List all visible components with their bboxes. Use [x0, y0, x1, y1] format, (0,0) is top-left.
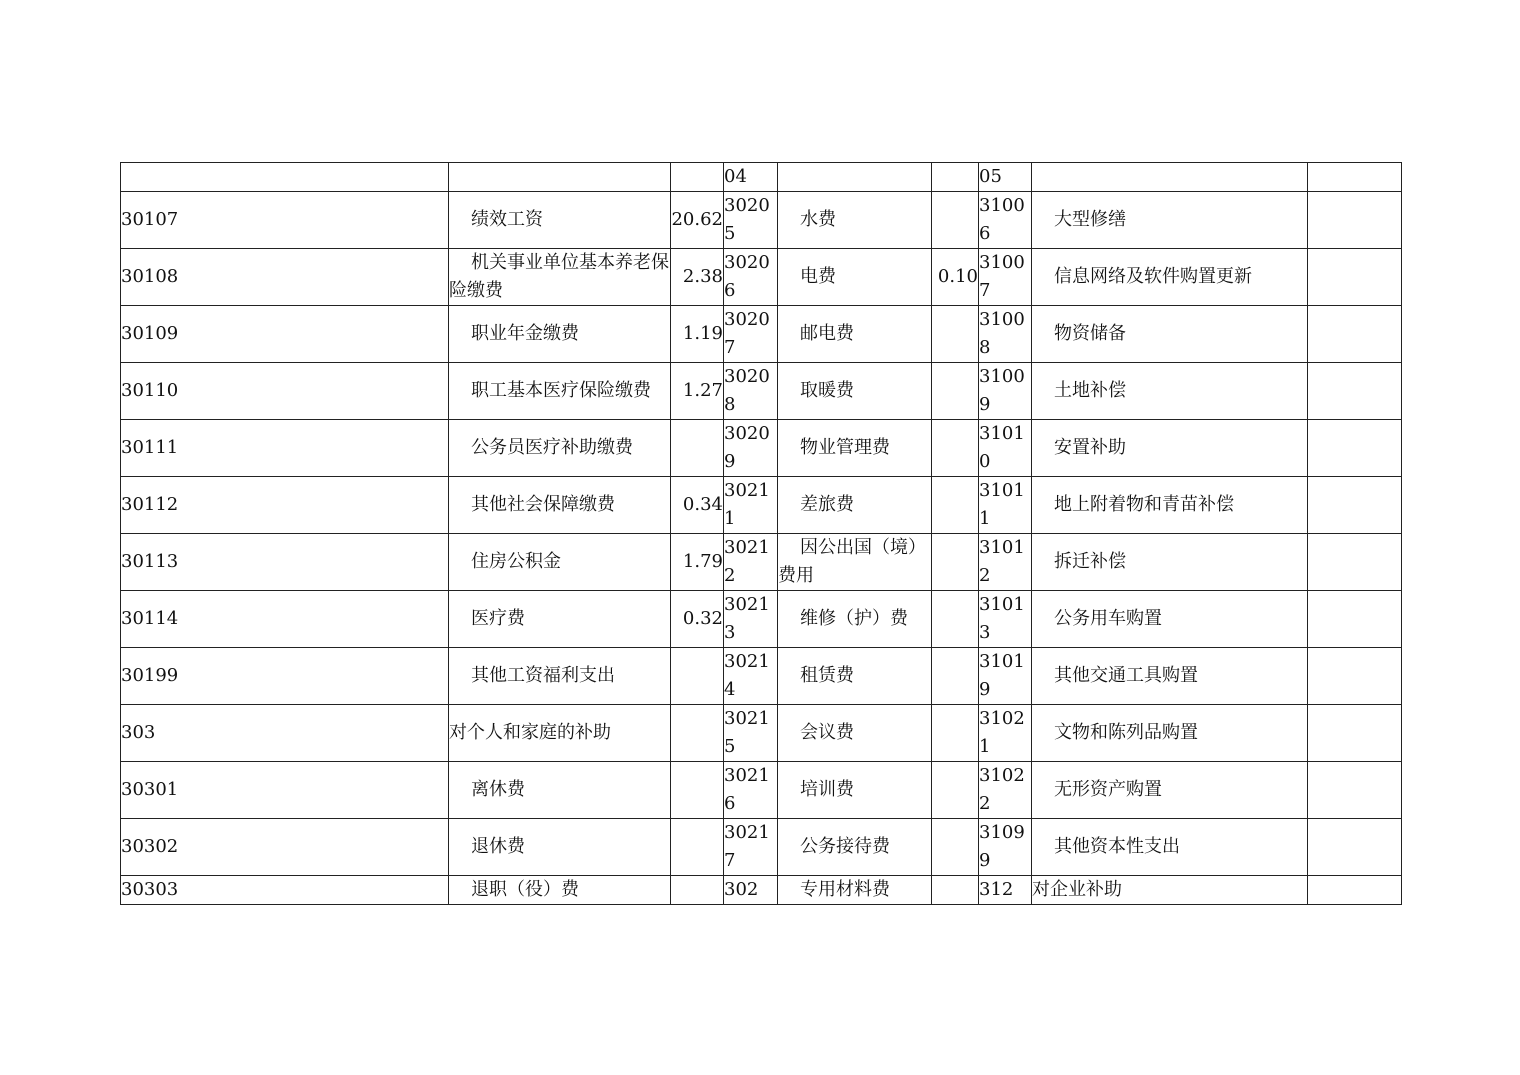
econ-name-2: 取暖费	[778, 363, 932, 420]
econ-code: 30112	[121, 477, 449, 534]
econ-code-3: 31019	[979, 648, 1032, 705]
econ-name-3: 物资储备	[1032, 306, 1308, 363]
econ-code-2: 302	[724, 876, 778, 905]
table-row	[121, 249, 1402, 306]
amount: 1.19	[671, 306, 724, 363]
table-row	[121, 648, 1402, 705]
amount	[671, 762, 724, 819]
econ-code	[121, 163, 449, 192]
econ-code: 303	[121, 705, 449, 762]
econ-name: 职业年金缴费	[449, 306, 671, 363]
econ-name-3	[1032, 163, 1308, 192]
econ-name-2: 维修（护）费	[778, 591, 932, 648]
econ-code-2: 04	[724, 163, 778, 192]
table-row	[121, 363, 1402, 420]
amount-2	[932, 819, 979, 876]
econ-name-3: 大型修缮	[1032, 192, 1308, 249]
econ-code-2: 30214	[724, 648, 778, 705]
table-row	[121, 306, 1402, 363]
econ-name-3: 拆迁补偿	[1032, 534, 1308, 591]
econ-name-2: 租赁费	[778, 648, 932, 705]
econ-code-3: 31099	[979, 819, 1032, 876]
econ-code-3: 312	[979, 876, 1032, 905]
amount-2	[932, 876, 979, 905]
econ-name-3: 无形资产购置	[1032, 762, 1308, 819]
amount-2	[932, 762, 979, 819]
amount-2	[932, 705, 979, 762]
econ-name-2: 差旅费	[778, 477, 932, 534]
econ-name: 其他工资福利支出	[449, 648, 671, 705]
econ-code: 30111	[121, 420, 449, 477]
econ-code: 30301	[121, 762, 449, 819]
econ-name-3: 地上附着物和青苗补偿	[1032, 477, 1308, 534]
amount-2	[932, 591, 979, 648]
econ-code-2: 30217	[724, 819, 778, 876]
table-row	[121, 192, 1402, 249]
econ-name-2: 培训费	[778, 762, 932, 819]
amount-3	[1308, 762, 1402, 819]
econ-name-2: 邮电费	[778, 306, 932, 363]
econ-code-3: 31013	[979, 591, 1032, 648]
econ-code-3: 05	[979, 163, 1032, 192]
econ-name: 其他社会保障缴费	[449, 477, 671, 534]
amount-3	[1308, 163, 1402, 192]
econ-name-2	[778, 163, 932, 192]
econ-name: 离休费	[449, 762, 671, 819]
table-row	[121, 591, 1402, 648]
amount-3	[1308, 477, 1402, 534]
econ-code-2: 30216	[724, 762, 778, 819]
econ-code-2: 30213	[724, 591, 778, 648]
budget-table	[120, 162, 1402, 905]
amount-3	[1308, 648, 1402, 705]
econ-name-2: 水费	[778, 192, 932, 249]
econ-code: 30302	[121, 819, 449, 876]
amount-2	[932, 477, 979, 534]
econ-code-2: 30211	[724, 477, 778, 534]
econ-name-3: 其他交通工具购置	[1032, 648, 1308, 705]
econ-code-3: 31009	[979, 363, 1032, 420]
amount	[671, 420, 724, 477]
econ-code-3: 31021	[979, 705, 1032, 762]
amount-3	[1308, 876, 1402, 905]
econ-code-2: 30206	[724, 249, 778, 306]
amount-3	[1308, 363, 1402, 420]
econ-code-3: 31010	[979, 420, 1032, 477]
amount-2	[932, 363, 979, 420]
econ-code-2: 30207	[724, 306, 778, 363]
table-row	[121, 163, 1402, 192]
amount: 0.32	[671, 591, 724, 648]
econ-code: 30107	[121, 192, 449, 249]
amount: 1.27	[671, 363, 724, 420]
amount: 2.38	[671, 249, 724, 306]
econ-name: 医疗费	[449, 591, 671, 648]
econ-name-2: 因公出国（境）费用	[778, 534, 932, 591]
econ-code-2: 30208	[724, 363, 778, 420]
amount-2: 0.10	[932, 249, 979, 306]
econ-name: 退职（役）费	[449, 876, 671, 905]
econ-name: 公务员医疗补助缴费	[449, 420, 671, 477]
econ-name: 职工基本医疗保险缴费	[449, 363, 671, 420]
amount	[671, 648, 724, 705]
econ-code-2: 30215	[724, 705, 778, 762]
econ-name-3: 公务用车购置	[1032, 591, 1308, 648]
amount: 0.34	[671, 477, 724, 534]
amount-3	[1308, 306, 1402, 363]
amount-3	[1308, 819, 1402, 876]
econ-code: 30303	[121, 876, 449, 905]
table-row	[121, 477, 1402, 534]
econ-name: 住房公积金	[449, 534, 671, 591]
econ-name: 对个人和家庭的补助	[449, 705, 671, 762]
econ-name-3: 其他资本性支出	[1032, 819, 1308, 876]
amount-3	[1308, 591, 1402, 648]
econ-code-2: 30212	[724, 534, 778, 591]
econ-code-3: 31012	[979, 534, 1032, 591]
econ-code-3: 31011	[979, 477, 1032, 534]
amount-3	[1308, 249, 1402, 306]
econ-name	[449, 163, 671, 192]
econ-name: 退休费	[449, 819, 671, 876]
amount	[671, 163, 724, 192]
amount	[671, 705, 724, 762]
table-row	[121, 876, 1402, 905]
econ-code-3: 31006	[979, 192, 1032, 249]
econ-name: 绩效工资	[449, 192, 671, 249]
econ-code: 30109	[121, 306, 449, 363]
amount	[671, 876, 724, 905]
econ-name: 机关事业单位基本养老保险缴费	[449, 249, 671, 306]
table-row	[121, 420, 1402, 477]
econ-name-3: 文物和陈列品购置	[1032, 705, 1308, 762]
table-row	[121, 762, 1402, 819]
amount-3	[1308, 705, 1402, 762]
econ-name-2: 公务接待费	[778, 819, 932, 876]
econ-name-3: 土地补偿	[1032, 363, 1308, 420]
amount-2	[932, 306, 979, 363]
amount	[671, 819, 724, 876]
amount-3	[1308, 534, 1402, 591]
econ-name-3: 信息网络及软件购置更新	[1032, 249, 1308, 306]
amount-2	[932, 420, 979, 477]
econ-code: 30110	[121, 363, 449, 420]
table-row	[121, 534, 1402, 591]
amount-2	[932, 648, 979, 705]
table-row	[121, 705, 1402, 762]
amount: 1.79	[671, 534, 724, 591]
econ-code-2: 30209	[724, 420, 778, 477]
econ-code: 30199	[121, 648, 449, 705]
amount-2	[932, 534, 979, 591]
econ-code: 30108	[121, 249, 449, 306]
econ-code-3: 31022	[979, 762, 1032, 819]
amount-3	[1308, 192, 1402, 249]
amount-3	[1308, 420, 1402, 477]
amount-2	[932, 192, 979, 249]
econ-code: 30114	[121, 591, 449, 648]
econ-code: 30113	[121, 534, 449, 591]
amount: 20.62	[671, 192, 724, 249]
econ-code-3: 31007	[979, 249, 1032, 306]
econ-name-2: 会议费	[778, 705, 932, 762]
amount-2	[932, 163, 979, 192]
econ-name-3: 安置补助	[1032, 420, 1308, 477]
econ-name-2: 物业管理费	[778, 420, 932, 477]
econ-code-3: 31008	[979, 306, 1032, 363]
econ-code-2: 30205	[724, 192, 778, 249]
econ-name-3: 对企业补助	[1032, 876, 1308, 905]
econ-name-2: 电费	[778, 249, 932, 306]
econ-name-2: 专用材料费	[778, 876, 932, 905]
table-row	[121, 819, 1402, 876]
